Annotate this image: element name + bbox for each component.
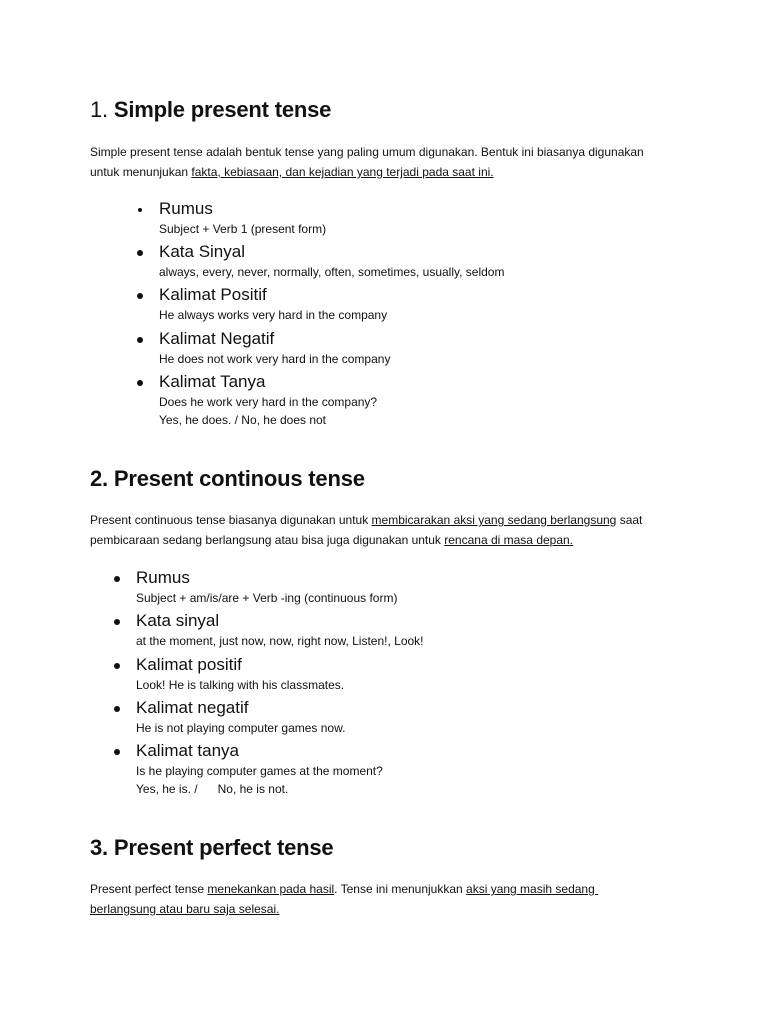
- item-title: Kata Sinyal: [159, 242, 245, 261]
- item-title: Rumus: [136, 568, 190, 587]
- bullet-icon: [138, 208, 142, 212]
- list-item: [159, 241, 719, 281]
- item-title: Kalimat Positif: [159, 285, 267, 304]
- item-text: Yes, he is. / No, he is not.: [136, 782, 289, 796]
- paragraph-text: . Tense ini menunjukkan: [334, 882, 467, 896]
- list-item: [136, 654, 696, 694]
- paragraph-line: [90, 162, 690, 182]
- bullet-icon: [114, 576, 120, 582]
- underlined-text: fakta, kebiasaan, dan kejadian yang terjadi pada saat ini.: [191, 165, 494, 179]
- section-2-number: 2.: [90, 466, 108, 491]
- bullet-icon: [137, 250, 143, 256]
- list-item: [159, 284, 719, 324]
- section-1-paragraph: [90, 142, 690, 182]
- list-item: [159, 371, 719, 429]
- paragraph-text: pembicaraan sedang berlangsung atau bisa juga digunakan untuk: [90, 533, 445, 547]
- bullet-icon: [114, 663, 120, 669]
- bullet-icon: [114, 706, 120, 712]
- underlined-text: membicarakan aksi yang sedang berlangsung: [371, 513, 617, 527]
- item-title: Kalimat Tanya: [159, 372, 266, 391]
- paragraph-text: untuk menunjukan: [90, 165, 192, 179]
- list-item: [159, 328, 719, 368]
- section-1-number: 1.: [90, 97, 108, 122]
- paragraph-line: [90, 899, 690, 919]
- item-text: He always works very hard in the company: [159, 308, 388, 322]
- bullet-icon: [114, 619, 120, 625]
- item-title: Rumus: [159, 199, 213, 218]
- item-text: Does he work very hard in the company?: [159, 395, 378, 409]
- item-text: always, every, never, normally, often, sometimes, usually, seldom: [159, 265, 505, 279]
- item-text: He is not playing computer games now.: [136, 721, 346, 735]
- section-3-title: Present perfect tense: [113, 835, 334, 860]
- list-item: [136, 697, 696, 737]
- paragraph-text: saat: [616, 513, 643, 527]
- item-title: Kalimat positif: [136, 655, 242, 674]
- item-text: Subject + Verb 1 (present form): [159, 222, 327, 236]
- paragraph-text: Present continuous tense biasanya digunakan untuk: [90, 513, 372, 527]
- underlined-text: menekankan pada hasil: [207, 882, 335, 896]
- section-3-heading: [90, 835, 333, 861]
- section-3-paragraph: [90, 879, 690, 919]
- paragraph-line: [90, 530, 690, 550]
- item-title: Kalimat negatif: [136, 698, 249, 717]
- paragraph-line: Simple present tense adalah bentuk tense yang paling umum digunakan. Bentuk ini biasanya digunakan: [90, 145, 644, 159]
- item-text: Look! He is talking with his classmates.: [136, 678, 345, 692]
- paragraph-line: [90, 879, 690, 899]
- item-text: Yes, he does. / No, he does not: [159, 413, 327, 427]
- list-item: [136, 610, 696, 650]
- bullet-icon: [137, 337, 143, 343]
- list-item: [136, 740, 696, 798]
- list-item: [136, 567, 696, 607]
- underlined-text: aksi yang masih sedang: [466, 882, 599, 896]
- item-title: Kalimat Negatif: [159, 329, 275, 348]
- item-text: Is he playing computer games at the moment?: [136, 764, 383, 778]
- paragraph-text: Present perfect tense: [90, 882, 208, 896]
- section-3-number: 3.: [90, 835, 108, 860]
- item-text: Subject + am/is/are + Verb -ing (continuous form): [136, 591, 398, 605]
- bullet-icon: [137, 380, 143, 386]
- bullet-icon: [114, 749, 120, 755]
- section-1-title: Simple present tense: [113, 97, 332, 122]
- item-title: Kalimat tanya: [136, 741, 239, 760]
- item-title: Kata sinyal: [136, 611, 220, 630]
- section-1-heading: [90, 97, 331, 123]
- underlined-text: rencana di masa depan.: [444, 533, 574, 547]
- item-text: He does not work very hard in the company: [159, 352, 391, 366]
- section-2-paragraph: [90, 510, 690, 550]
- section-2-title: Present continous tense: [113, 466, 365, 491]
- bullet-icon: [137, 293, 143, 299]
- underlined-text: berlangsung atau baru saja selesai.: [90, 902, 280, 916]
- item-text: at the moment, just now, now, right now, Listen!, Look!: [136, 634, 424, 648]
- paragraph-line: [90, 510, 690, 530]
- section-2-heading: [90, 466, 365, 492]
- list-item: [159, 198, 719, 238]
